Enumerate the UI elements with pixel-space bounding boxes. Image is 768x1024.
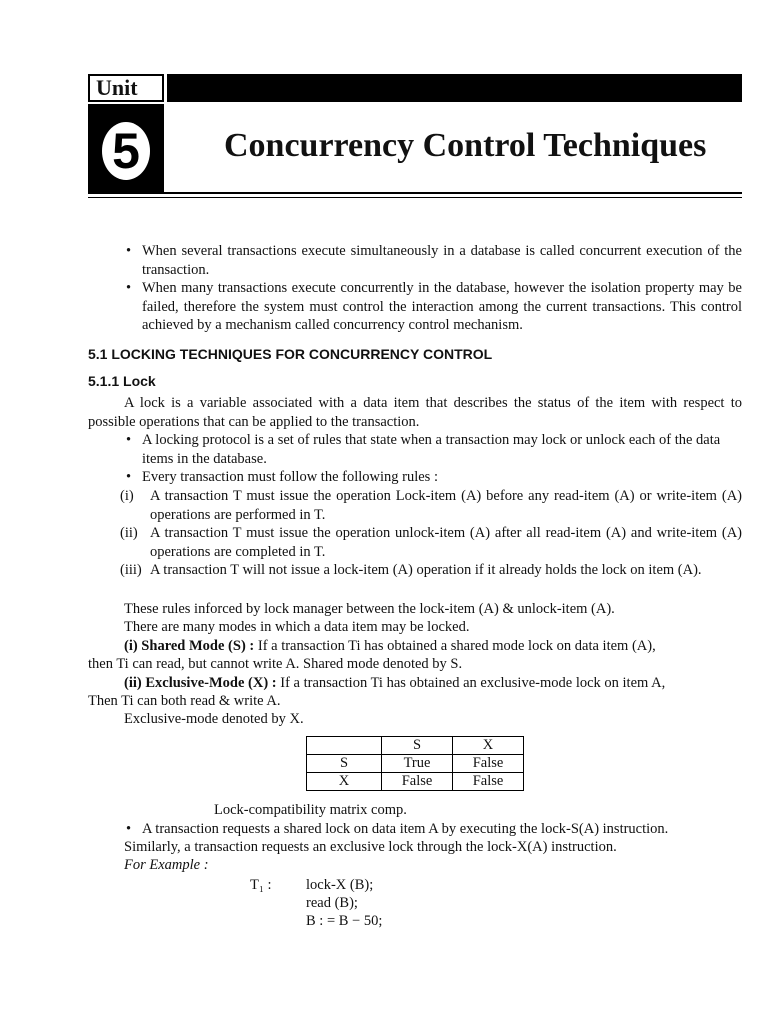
chapter-title: Concurrency Control Techniques (224, 127, 707, 164)
matrix-row (307, 755, 524, 773)
lock-definition: A lock is a variable associated with a data item that describes the status of the item with respect to possible operations that can be applied to the transaction. (88, 395, 742, 430)
unit-number: 5 (112, 123, 140, 179)
exclusive-mode-line: (ii) Exclusive-Mode (X) : If a transaction Ti has obtained an exclusive-mode lock on item A, (124, 675, 666, 691)
unit-number-circle (102, 122, 150, 180)
matrix-cell: S (307, 755, 382, 773)
locking-bullet-list (124, 431, 742, 487)
matrix-cell: False (453, 773, 524, 791)
matrix-header-row (307, 737, 524, 755)
locking-bullet: • A locking protocol is a set of rules that state when a transaction may lock or unlock each of the data items in the database. (124, 431, 742, 468)
subsection-heading: 5.1.1 Lock (88, 373, 156, 389)
lock-request-bullet-list (124, 820, 742, 839)
matrix-cell: X (307, 773, 382, 791)
unit-label: Unit (88, 74, 164, 102)
shared-mode-line: (i) Shared Mode (S) : If a transaction Ti has obtained a shared mode lock on data item (A), (124, 638, 656, 654)
exclusive-mode-label: (ii) Exclusive-Mode (X) : (124, 675, 277, 691)
rule-item: (i) A transaction T must issue the operation Lock-item (A) before any read-item (A) or write-item (A) operations are performed in T. (120, 488, 742, 523)
rule-item: (iii) A transaction T will not issue a lock-item (A) operation if it already holds the lock on item (A). (120, 562, 702, 578)
modes-intro-text: There are many modes in which a data item may be locked. (124, 619, 470, 635)
example-line: lock-X (B); (306, 877, 374, 893)
rules-enforced-text: These rules inforced by lock manager between the lock-item (A) & unlock-item (A). (124, 601, 615, 617)
exclusive-request-text: Similarly, a transaction requests an exclusive lock through the lock-X(A) instruction. (124, 839, 617, 855)
intro-bullet: • When several transactions execute simultaneously in a database is called concurrent execution of the transaction. (124, 242, 742, 279)
matrix-cell (307, 737, 382, 755)
unit-number-block (88, 104, 164, 194)
matrix-cell: True (382, 755, 453, 773)
example-label: For Example : (124, 857, 209, 873)
shared-mode-label: (i) Shared Mode (S) : (124, 638, 255, 654)
exclusive-mode-line-2: Then Ti can both read & write A. (88, 693, 281, 709)
matrix-cell: False (453, 755, 524, 773)
title-rule-thick (88, 192, 742, 194)
intro-bullet: • When many transactions execute concurrently in the database, however the isolation property may be failed, therefore the system must control the interaction among the current transactions. This control achieved by a mechanism called concurrency control mechanism. (124, 279, 742, 335)
title-rule-thin (88, 197, 742, 198)
lock-request-bullet: • A transaction requests a shared lock on data item A by executing the lock-S(A) instruction. (124, 820, 742, 839)
rules-list (120, 487, 742, 580)
section-heading: 5.1 LOCKING TECHNIQUES FOR CONCURRENCY CONTROL (88, 346, 493, 362)
example-line: read (B); (306, 895, 358, 911)
matrix-cell: False (382, 773, 453, 791)
matrix-cell: X (453, 737, 524, 755)
locking-bullet: • Every transaction must follow the following rules : (124, 468, 742, 487)
rule-item: (ii) A transaction T must issue the operation unlock-item (A) after all read-item (A) and write-item (A) operations are completed in T. (120, 525, 742, 560)
matrix-row (307, 773, 524, 791)
matrix-cell: S (382, 737, 453, 755)
matrix-caption: Lock-compatibility matrix comp. (214, 802, 407, 818)
exclusive-mode-line-3: Exclusive-mode denoted by X. (124, 711, 304, 727)
unit-header-bar (167, 74, 742, 102)
shared-mode-line-2: then Ti can read, but cannot write A. Shared mode denoted by S. (88, 656, 463, 672)
lock-compatibility-matrix (306, 736, 524, 791)
example-line: B : = B − 50; (306, 913, 383, 929)
intro-bullet-list (124, 242, 742, 335)
example-transaction-label: T₁ : (250, 877, 272, 893)
